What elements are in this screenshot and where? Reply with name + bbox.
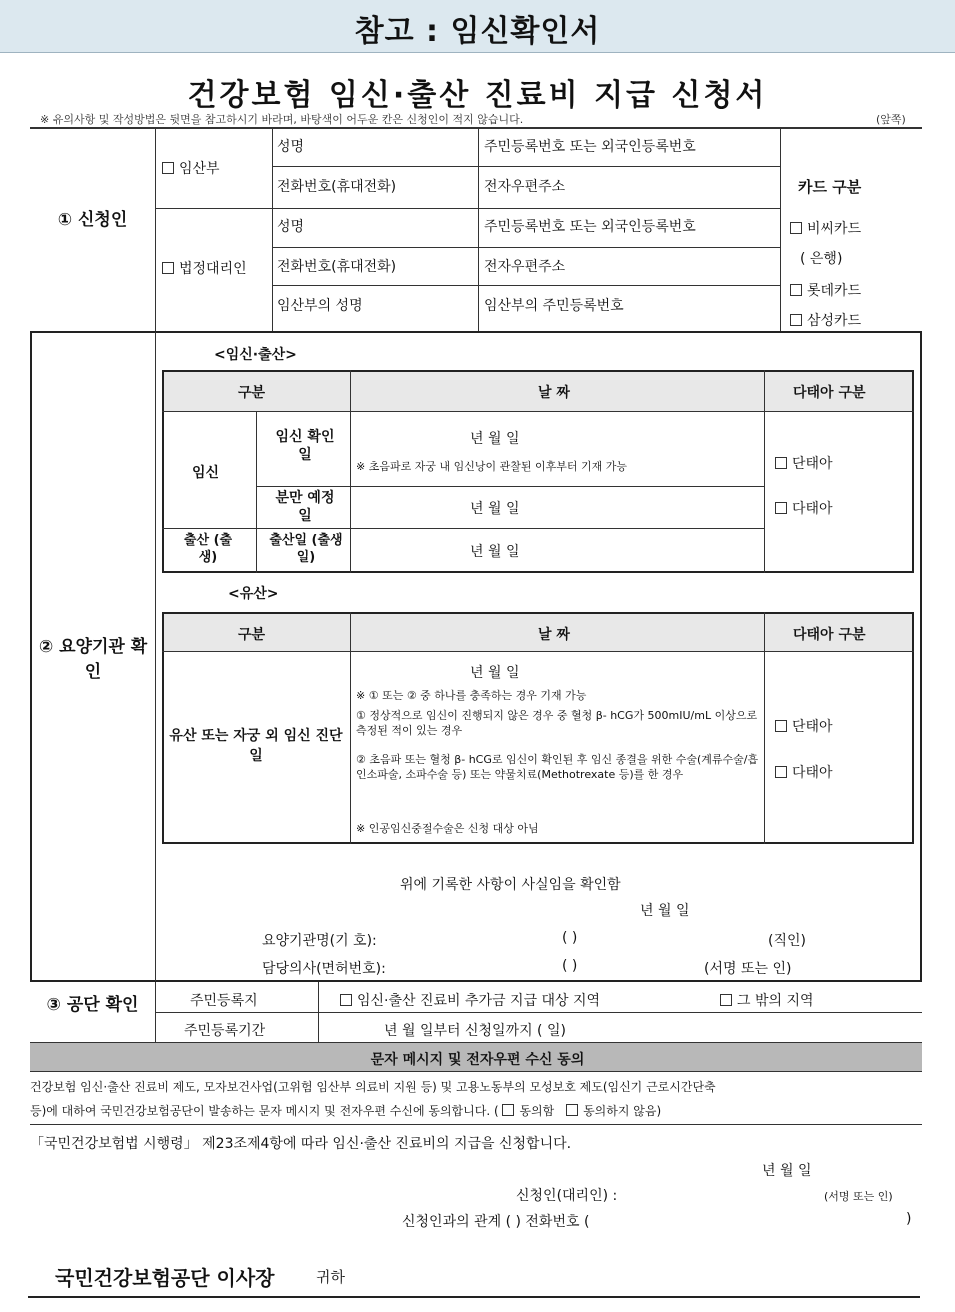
rule — [272, 128, 273, 332]
card-lotte-label: 롯데카드 — [807, 283, 862, 299]
rule — [162, 528, 764, 529]
disagree-checkbox[interactable] — [566, 1104, 578, 1116]
misc-single-label: 단태아 — [792, 719, 833, 735]
rule — [780, 128, 781, 332]
sms-header: 문자 메시지 및 전자우편 수신 동의 — [370, 1052, 585, 1068]
ultrasound-note: ※ 초음파로 자궁 내 임신낭이 관찰된 이후부터 기재 가능 — [356, 460, 627, 473]
single-option[interactable] — [775, 453, 833, 473]
misc-subtitle: <유산> — [228, 586, 279, 602]
col-category-2: 구분 — [238, 627, 266, 643]
card-header: 카드 구분 — [798, 178, 862, 196]
page-side: (앞쪽) — [876, 113, 906, 126]
misc-label: 유산 또는 자궁 외 임신 진단일 — [169, 728, 343, 764]
misc-note-1: ① 정상적으로 임신이 진행되지 않은 경우 중 혈청 β- hCG가 500mIU/mL 이상으로 측정된 적이 있는 경우 — [356, 709, 758, 737]
name-label: 성명 — [277, 139, 305, 155]
row-pregnancy: 임신 — [192, 465, 220, 481]
checkbox[interactable] — [790, 314, 802, 326]
sms-text-1: 건강보험 임신·출산 진료비 제도, 모자보건사업(고위험 임산부 의료비 지원 등) 및 고용노동부의 모성보호 제도(임신기 근로시간단축 — [30, 1080, 716, 1094]
applicant-sign-hint: (서명 또는 인) — [824, 1190, 893, 1203]
section-corp: ③ 공단 확인 — [46, 995, 139, 1015]
misc-note-3: ※ 인공임신중절수술은 신청 대상 아님 — [356, 822, 539, 835]
sms-text-2-main: 등)에 대하여 국민건강보험공단이 발송하는 문자 메시지 및 전자우편 수신에 동의합니다. ( — [30, 1104, 499, 1118]
period-label: 주민등록기간 — [184, 1023, 266, 1039]
rule — [30, 1071, 922, 1072]
col-category: 구분 — [238, 385, 266, 401]
misc-single-option[interactable] — [775, 716, 833, 736]
applicant-sign-label: 신청인(대리인) : — [516, 1188, 618, 1204]
other-area-label: 그 밖의 지역 — [737, 993, 814, 1009]
rule — [764, 612, 765, 844]
extra-area-option[interactable] — [340, 990, 600, 1010]
card-bc-label: 비씨카드 — [807, 221, 862, 237]
confirm-statement: 위에 기록한 사항이 사실임을 확인함 — [400, 877, 621, 893]
row-birth: 출산 (출생) — [183, 533, 233, 565]
confirm-date-value: 년 월 일 — [470, 431, 520, 447]
rule — [30, 1124, 922, 1125]
rule — [155, 128, 156, 332]
seal-label: (직인) — [768, 933, 806, 949]
single-label: 단태아 — [792, 456, 833, 472]
rule — [162, 651, 914, 652]
disagree-label: 동의하지 않음) — [583, 1104, 662, 1118]
col-multi: 다태아 구분 — [793, 385, 866, 401]
agent-rrn-label: 주민등록번호 또는 외국인등록번호 — [484, 219, 696, 235]
rule — [30, 127, 922, 129]
birth-date-label: 출산일 (출생일) — [269, 533, 343, 565]
col-date: 날 짜 — [538, 385, 570, 401]
banner — [0, 0, 955, 53]
period-value: 년 월 일부터 신청일까지 ( 일) — [384, 1023, 566, 1039]
rule — [155, 332, 156, 981]
email-label: 전자우편주소 — [484, 179, 566, 195]
rule — [350, 370, 351, 573]
misc-note-0: ※ ① 또는 ② 중 하나를 충족하는 경우 기재 가능 — [356, 689, 587, 702]
pregnant-option-label: 임산부 — [179, 161, 220, 177]
multiple-option[interactable] — [775, 498, 833, 518]
rule — [155, 208, 780, 209]
col-date-2: 날 짜 — [538, 627, 570, 643]
rule — [162, 411, 914, 412]
apply-date: 년 월 일 — [762, 1163, 812, 1179]
rule — [256, 411, 257, 573]
agree-label: 동의함 — [519, 1104, 555, 1118]
checkbox[interactable] — [775, 766, 787, 778]
checkbox[interactable] — [790, 222, 802, 234]
doctor-label: 담당의사(면허번호): — [262, 961, 386, 977]
section-applicant: ① 신청인 — [57, 210, 128, 230]
card-samsung[interactable] — [790, 310, 861, 330]
card-lotte[interactable] — [790, 280, 861, 300]
misc-note-2: ② 초음파 또는 혈청 β- hCG로 임신이 확인된 후 임신 종결을 위한 수술(계류수술/흡인소파술, 소파수술 등) 또는 약물치료(Methotrexate 등)를 한 경우 — [356, 753, 759, 781]
birth-date-value: 년 월 일 — [470, 544, 520, 560]
rule — [272, 247, 780, 248]
checkbox[interactable] — [775, 720, 787, 732]
pregnant-rrn-label: 임산부의 주민등록번호 — [484, 298, 624, 314]
relation-phone: 신청인과의 관계 ( ) 전화번호 ( — [402, 1214, 590, 1230]
rule — [272, 166, 780, 167]
card-bc[interactable] — [790, 218, 861, 238]
col-multi-2: 다태아 구분 — [793, 627, 866, 643]
form-note: ※ 유의사항 및 작성방법은 뒷면을 참고하시기 바라며, 바탕색이 어두운 칸은 신청인이 적지 않습니다. — [40, 113, 524, 126]
checkbox[interactable] — [790, 284, 802, 296]
confirm-date: 년 월 일 — [640, 903, 690, 919]
declaration: 「국민건강보험법 시행령」 제23조제4항에 따라 임신·출산 진료비의 지급을 신청합니다. — [30, 1136, 572, 1152]
rrn-label: 주민등록번호 또는 외국인등록번호 — [484, 139, 696, 155]
checkbox[interactable] — [340, 994, 352, 1006]
misc-date-value: 년 월 일 — [470, 665, 520, 681]
agree-checkbox[interactable] — [502, 1104, 514, 1116]
bottom-rule — [28, 1296, 920, 1298]
checkbox[interactable] — [720, 994, 732, 1006]
card-samsung-label: 삼성카드 — [807, 313, 862, 329]
phone-label: 전화번호(휴대전화) — [277, 179, 397, 195]
rule — [478, 128, 479, 332]
agent-option[interactable] — [162, 258, 247, 278]
rule — [155, 1012, 922, 1013]
sign-label: (서명 또는 인) — [704, 961, 792, 977]
pregnant-option[interactable] — [162, 158, 220, 178]
checkbox[interactable] — [775, 502, 787, 514]
due-date-label: 분만 예정일 — [275, 490, 335, 524]
other-area-option[interactable] — [720, 990, 814, 1010]
agent-email-label: 전자우편주소 — [484, 259, 566, 275]
agent-phone-label: 전화번호(휴대전화) — [277, 259, 397, 275]
banner-title: 참고 : 임신확인서 — [354, 14, 601, 49]
misc-multiple-label: 다태아 — [792, 765, 833, 781]
agent-option-label: 법정대리인 — [179, 261, 247, 277]
inst-name-label: 요양기관명(기 호): — [262, 933, 377, 949]
confirm-date-label: 임신 확인일 — [275, 429, 335, 463]
checkbox[interactable] — [162, 162, 174, 174]
preg-subtitle: <임신·출산> — [214, 347, 297, 363]
relation-phone-close: ) — [906, 1211, 912, 1227]
form-title: 건강보험 임신·출산 진료비 지급 신청서 — [187, 78, 768, 113]
rule — [764, 370, 765, 573]
doctor-field[interactable]: ( ) — [562, 958, 578, 974]
addressee: 국민건강보험공단 이사장 — [55, 1266, 275, 1290]
pregnant-name-label: 임산부의 성명 — [277, 298, 363, 314]
section-institution: ② 요양기관 확인 — [38, 637, 148, 682]
honorific: 귀하 — [316, 1268, 345, 1286]
address-label: 주민등록지 — [190, 993, 258, 1009]
card-bank: ( 은행) — [800, 251, 843, 267]
checkbox[interactable] — [162, 262, 174, 274]
checkbox[interactable] — [775, 457, 787, 469]
rule — [350, 612, 351, 844]
rule — [272, 285, 780, 286]
extra-area-label: 임신·출산 진료비 추가금 지급 대상 지역 — [357, 993, 601, 1009]
rule — [256, 486, 764, 487]
misc-multiple-option[interactable] — [775, 762, 833, 782]
inst-name-field[interactable]: ( ) — [562, 930, 578, 946]
due-date-value: 년 월 일 — [470, 501, 520, 517]
agent-name-label: 성명 — [277, 219, 305, 235]
sms-text-2 — [30, 1102, 661, 1119]
multiple-label: 다태아 — [792, 501, 833, 517]
